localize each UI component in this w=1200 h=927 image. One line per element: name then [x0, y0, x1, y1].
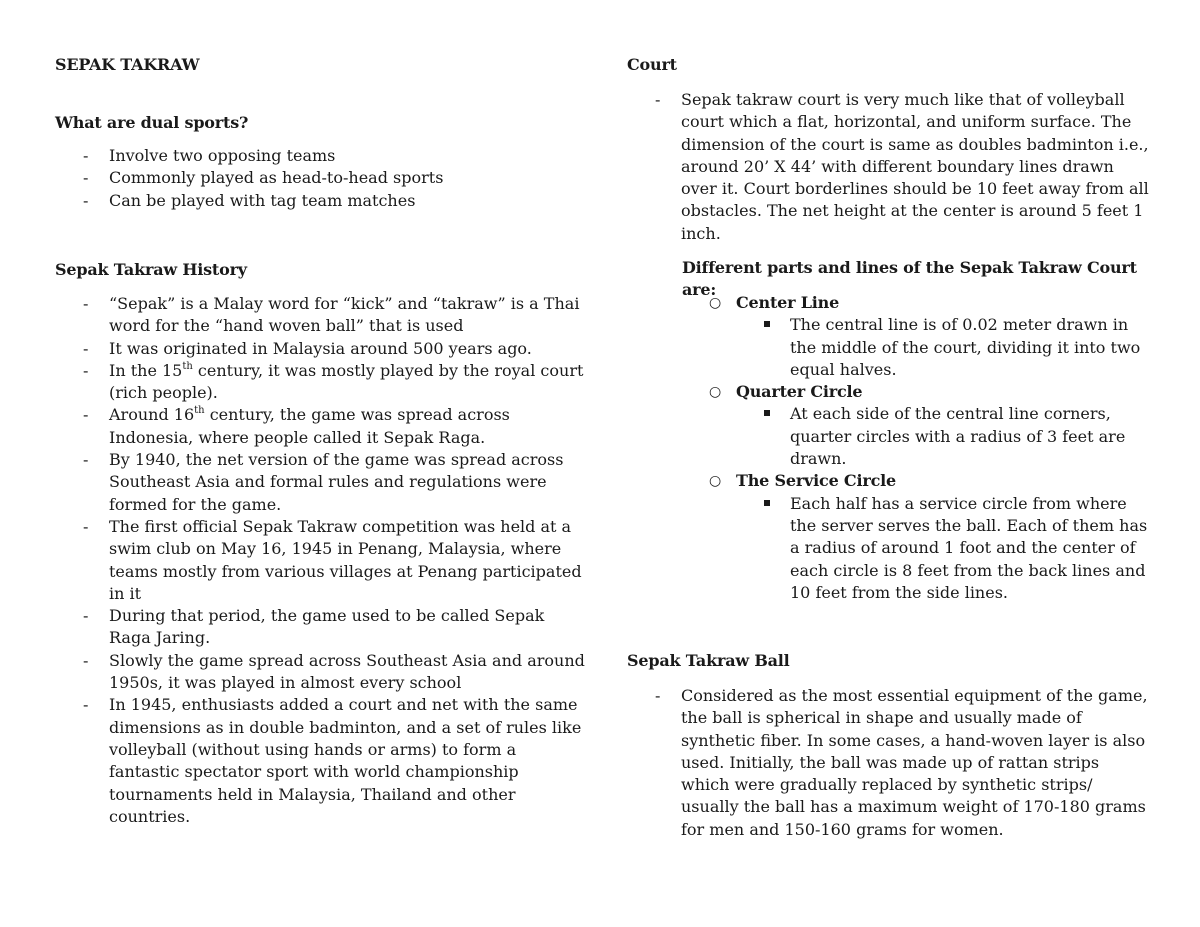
document-title: SEPAK TAKRAW	[55, 55, 200, 74]
detail-item: At each side of the central line corners, quarter circles with a radius of 3 feet are drawn.	[736, 403, 1152, 470]
court-heading: Court	[627, 55, 677, 74]
list-item: - Can be played with tag team matches	[55, 190, 585, 212]
list-item: - It was originated in Malaysia around 500 years ago.	[55, 338, 585, 360]
court-part-item	[682, 470, 1152, 604]
list-item: - In 1945, enthusiasts added a court and net with the same dimensions as in double badminton, and a set of rules like volleyball (without using hands or arms) to form a fantastic spectator sport with world championship tournaments held in Malaysia, Thailand and other countries.	[55, 694, 585, 828]
list-item: - During that period, the game used to be called Sepak Raga Jaring.	[55, 605, 585, 650]
history-heading: Sepak Takraw History	[55, 260, 247, 279]
list-item	[55, 360, 585, 405]
court-part-details	[736, 314, 1152, 381]
dual-sports-heading: What are dual sports?	[55, 113, 249, 132]
ball-list	[627, 685, 1152, 841]
list-item: - By 1940, the net version of the game was spread across Southeast Asia and formal rules and regulations were formed for the game.	[55, 449, 585, 516]
court-part-title: The Service Circle	[736, 471, 896, 491]
list-item: - Commonly played as head-to-head sports	[55, 167, 585, 189]
detail-item: Each half has a service circle from where the server serves the ball. Each of them has a radius of around 1 foot and the center of each circle is 8 feet from the back lines and 10 feet from the side lines.	[736, 493, 1152, 604]
list-item: - The first official Sepak Takraw competition was held at a swim club on May 16, 1945 in Penang, Malaysia, where teams mostly from various villages at Penang participated in it	[55, 516, 585, 605]
list-item	[55, 404, 585, 449]
court-list	[627, 89, 1152, 245]
court-part-details	[736, 493, 1152, 604]
court-part-details	[736, 403, 1152, 470]
item-text-pre: In the 15	[109, 360, 183, 380]
superscript: th	[182, 360, 193, 372]
item-text-post: century, the game was spread across Indonesia, where people called it Sepak Raga.	[109, 405, 510, 447]
item-text-pre: Around 16	[109, 405, 195, 425]
court-parts-list	[682, 292, 1152, 604]
court-part-item	[682, 381, 1152, 470]
detail-item: The central line is of 0.02 meter drawn in the middle of the court, dividing it into two equal halves.	[736, 314, 1152, 381]
history-list	[55, 293, 585, 828]
court-part-title: Center Line	[736, 293, 840, 312]
item-text-post: century, it was mostly played by the royal court (rich people).	[109, 360, 584, 403]
list-item: - Slowly the game spread across Southeast Asia and around 1950s, it was played in almost every school	[55, 650, 585, 695]
list-item: - Considered as the most essential equipment of the game, the ball is spherical in shape and usually made of synthetic fiber. In some cases, a hand-woven layer is also used. Initially, the ball was made up of rattan strips which were gradually replaced by synthetic strips/ usually the ball has a maximum weight of 170-180 grams for men and 150-160 grams for women.	[627, 685, 1152, 841]
dual-sports-list	[55, 145, 585, 212]
court-parts-heading: Different parts and lines of the Sepak Takraw Court are:	[682, 258, 1137, 300]
list-item: - Sepak takraw court is very much like that of volleyball court which a flat, horizontal, and uniform surface. The dimension of the court is same as doubles badminton i.e., around 20’ X 44’ with different boundary lines drawn over it. Court borderlines should be 10 feet away from all obstacles. The net height at the center is around 5 feet 1 inch.	[627, 89, 1152, 245]
superscript: th	[194, 405, 205, 417]
court-part-item	[682, 292, 1152, 381]
ball-heading: Sepak Takraw Ball	[627, 651, 790, 670]
list-item: - “Sepak” is a Malay word for “kick” and “takraw” is a Thai word for the “hand woven ball” that is used	[55, 293, 585, 338]
list-item: - Involve two opposing teams	[55, 145, 585, 167]
court-part-title: Quarter Circle	[736, 382, 863, 402]
